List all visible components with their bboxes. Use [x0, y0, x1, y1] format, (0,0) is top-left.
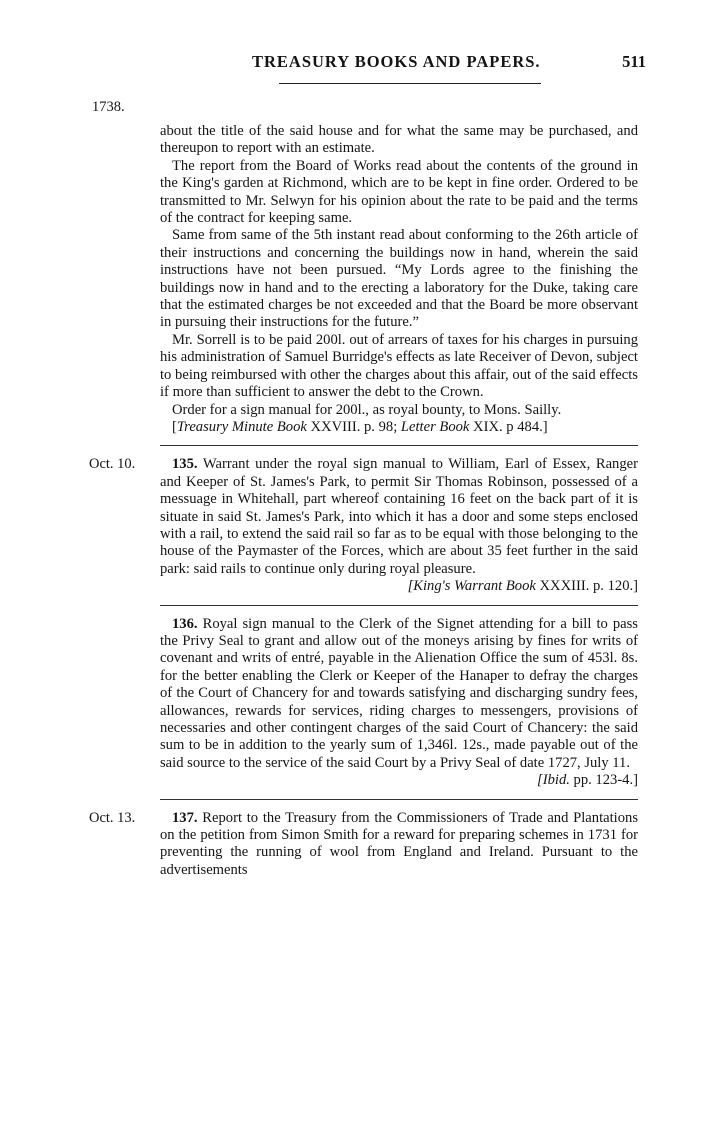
entry-text: 137. Report to the Treasury from the Commissioners of Trade and Plantations on the petition from Simon Smith for a reward for preparing schemes in 1731 for preventing the running of wool from England and Ireland. Pursuant to the advertisements — [160, 809, 638, 878]
header-rule — [279, 83, 541, 84]
page-number: 511 — [622, 52, 646, 71]
source-reference: [Treasury Minute Book XXVIII. p. 98; Letter Book XIX. p 484.] — [172, 418, 548, 435]
page-body — [89, 123, 638, 879]
running-head: TREASURY BOOKS AND PAPERS. — [252, 52, 541, 71]
page-header — [0, 52, 722, 78]
source-reference: [Ibid. pp. 123-4.] — [537, 772, 638, 789]
paragraph: The report from the Board of Works read about the contents of the ground in the King's garden at Richmond, which are to be kept in fine order. Ordered to be transmitted to Mr. Selwyn for his opinion about the rate to be paid and the terms of the contract for keeping same. — [160, 157, 638, 227]
watermark — [44, 436, 88, 469]
entry-date: Oct. 10. — [89, 456, 136, 473]
entry-136 — [160, 616, 638, 790]
paragraph: Mr. Sorrell is to be paid 200l. out of arrears of taxes for his charges in pursuing his administration of Samuel Burridge's effects as late Receiver of Devon, subject to being reimbursed with other the charges about this affair, out of the said effects if more than sufficient to answer the debt to the Crown. — [160, 331, 638, 401]
entry-divider — [160, 799, 638, 800]
source-reference: [King's Warrant Book XXXIII. p. 120.] — [407, 578, 638, 595]
entry-divider — [160, 605, 638, 606]
entry-137 — [89, 809, 638, 880]
entry-text: 136. Royal sign manual to the Clerk of the Signet attending for a bill to pass the Privy Seal to grant and allow out of the moneys arising by fines for writs of covenant and writs of entré, payable in the Alienation Office the sum of 453l. 8s. for the better enabling the Clerk or Keeper of the Hanaper to defray the charges of the Court of Chancery for and towards satisfying and discharging sundry fees, allowances, rewards for services, riding charges to messengers, provisions of necessaries and other contingent charges of the said Court of Chancery: the said sum to be in addition to the yearly sum of 1,346l. 12s., made payable out of the said source to the service of the said Court by a Privy Seal of date 1727, July 11. — [160, 615, 638, 771]
paragraph: about the title of the said house and for what the same may be purchased, and thereupon to report with an estimate. — [160, 123, 638, 157]
paragraph: Order for a sign manual for 200l., as royal bounty, to Mons. Sailly. — [172, 401, 562, 418]
entry-135 — [89, 456, 638, 595]
entry-number: 137. — [172, 809, 198, 826]
entry-number: 136. — [172, 615, 198, 632]
entry-divider — [160, 445, 638, 446]
margin-year: 1738. — [92, 99, 125, 115]
entry-date: Oct. 13. — [89, 809, 136, 826]
entry-text: 135. Warrant under the royal sign manual to William, Earl of Essex, Ranger and Keeper of St. James's Park, to permit Sir Thomas Robinson, possessed of a messuage in Whitehall, part whereof containing 16 feet on the back part of it is situate in said St. James's Park, into which it has a door and some steps enclosed with a rail, to extend the said rail so far as to be equal with those belonging to the house of the Paymaster of the Forces, which are about 35 feet further in the said park: said rails to continue only during royal pleasure. — [160, 456, 638, 577]
entry-number: 135. — [172, 456, 198, 473]
paragraph: Same from same of the 5th instant read about conforming to the 26th article of their instructions and concerning the buildings now in hand, wherein the said instructions have not been pursued. “My Lords agree to the finishing the buildings now in hand and to the erecting a laboratory for the Duke, taking care that the estimated charges be not exceeded and that the Board be more observant in pursuing their instructions for the future.” — [160, 227, 638, 331]
